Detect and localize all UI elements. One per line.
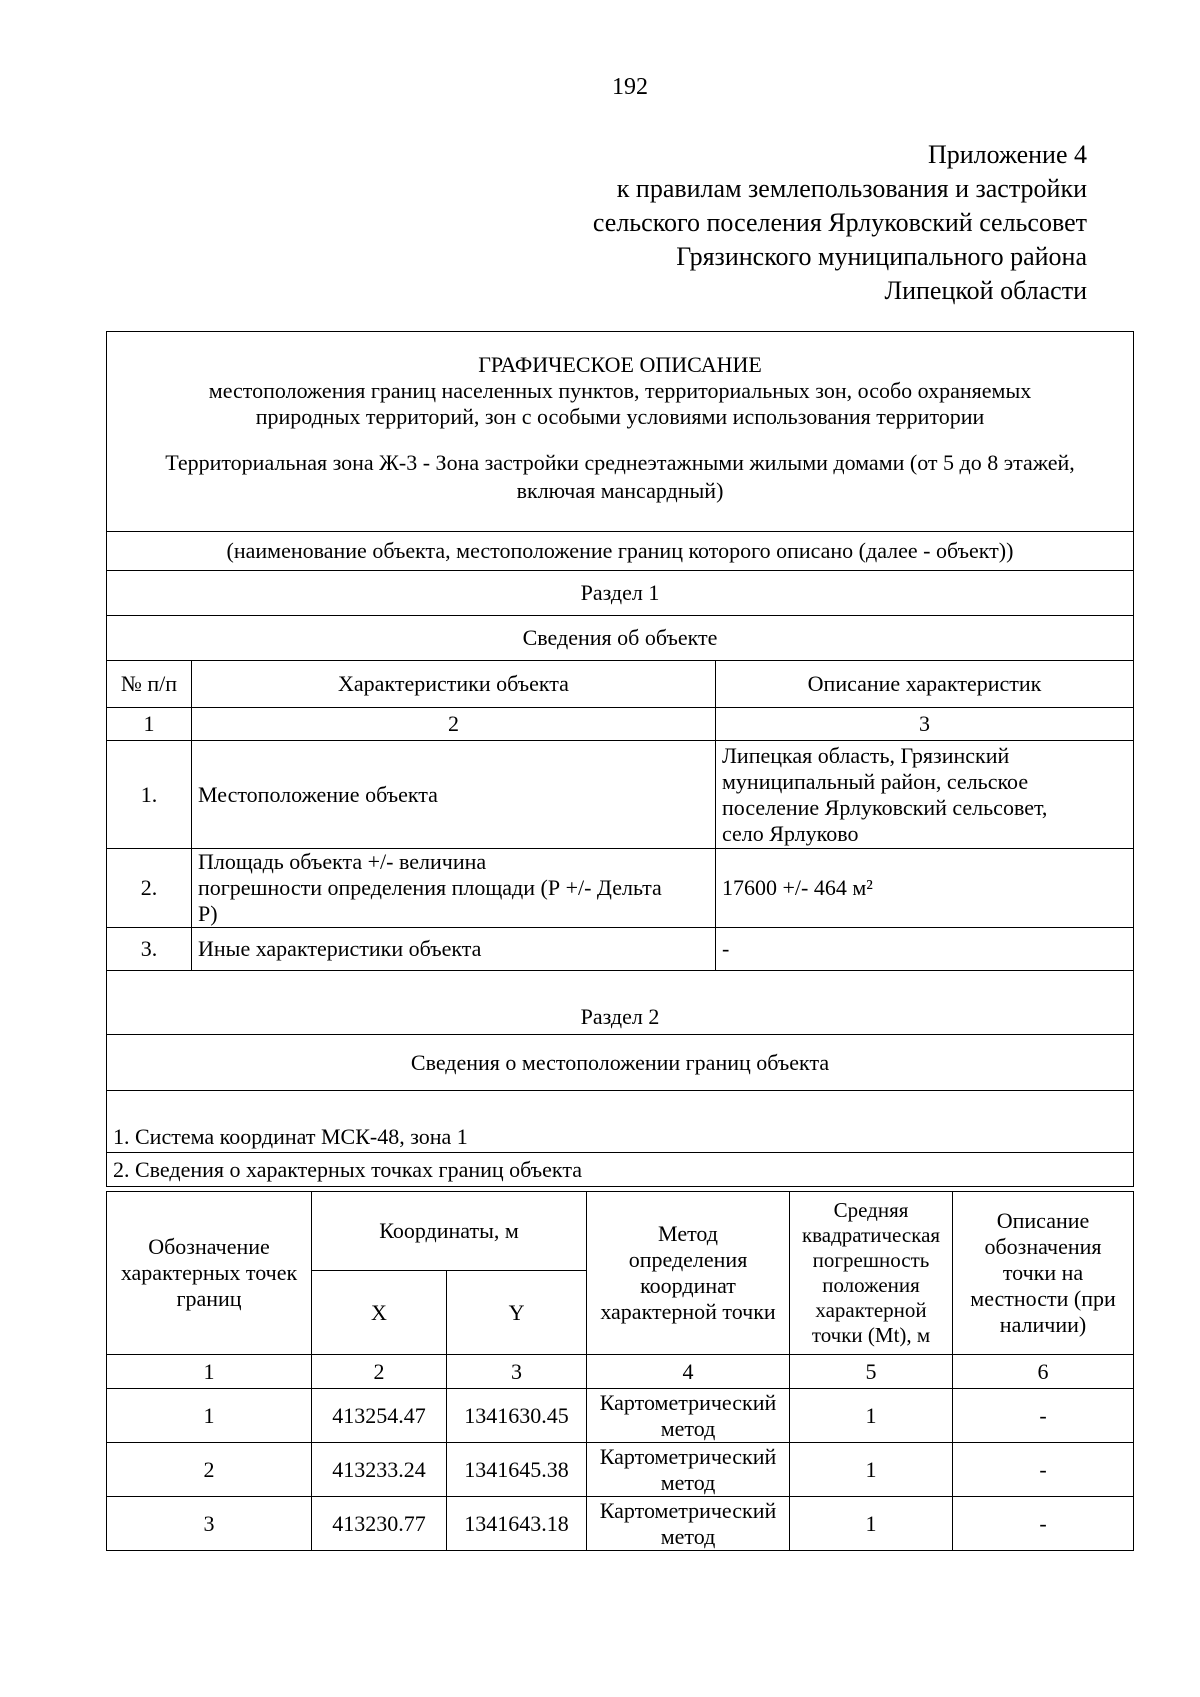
point-y: 1341630.45 [447, 1389, 587, 1443]
table-row [107, 1389, 1134, 1443]
header-method [587, 1192, 790, 1355]
header-line: характерной точки [600, 1299, 776, 1324]
column-number: 3 [447, 1355, 587, 1389]
zone-name-line: Территориальная зона Ж-3 - Зона застройки среднеэтажными жилыми домами (от 5 до 8 этажей, [165, 450, 1075, 475]
characteristic-value [716, 741, 1134, 849]
point-description: - [953, 1443, 1134, 1497]
column-number: 4 [587, 1355, 790, 1389]
column-number: 6 [953, 1355, 1134, 1389]
table-row [107, 1497, 1134, 1551]
column-number: 2 [312, 1355, 447, 1389]
points-title: 2. Сведения о характерных точках границ объекта [107, 1153, 1134, 1187]
header-error [790, 1192, 953, 1355]
characteristic-name: Иные характеристики объекта [192, 928, 716, 971]
boundary-points-table [106, 1191, 1134, 1551]
point-mt: 1 [790, 1389, 953, 1443]
characteristic-value: 17600 +/- 464 м² [716, 849, 1134, 928]
header-designation [107, 1192, 312, 1355]
zone-name-line: включая мансардный) [516, 478, 724, 503]
point-x: 413254.47 [312, 1389, 447, 1443]
value-line: муниципальный район, сельское [722, 768, 1029, 794]
header-line: Метод [658, 1221, 718, 1246]
header-x: X [312, 1271, 447, 1355]
object-note: (наименование объекта, местоположение границ которого описано (далее - объект)) [107, 532, 1134, 571]
appendix-line: Липецкой области [884, 276, 1087, 305]
row-number: 1. [107, 741, 192, 849]
header-line: характерных точек [120, 1260, 298, 1285]
point-y: 1341643.18 [447, 1497, 587, 1551]
point-x: 413233.24 [312, 1443, 447, 1497]
header-coordinates: Координаты, м [312, 1192, 587, 1271]
point-description: - [953, 1497, 1134, 1551]
table-row [107, 1443, 1134, 1497]
table-row [107, 849, 1134, 928]
header-line: границ [176, 1286, 242, 1311]
point-method [587, 1497, 790, 1551]
column-number: 2 [192, 708, 716, 741]
point-id: 2 [107, 1443, 312, 1497]
header-line: Средняя [833, 1198, 909, 1222]
appendix-line: сельского поселения Ярлуковский сельсовет [592, 208, 1087, 237]
header-line: определения [628, 1247, 748, 1272]
header-line: местности (при [970, 1286, 1116, 1311]
header-line: наличии) [999, 1312, 1087, 1337]
header-line: погрешность [812, 1248, 930, 1272]
name-line: Площадь объекта +/- величина [198, 849, 487, 874]
point-y: 1341645.38 [447, 1443, 587, 1497]
row-number: 3. [107, 928, 192, 971]
header-line: координат [640, 1273, 736, 1298]
section2-title: Раздел 2 [107, 971, 1134, 1035]
value-line: поселение Ярлуковский сельсовет, [722, 794, 1048, 820]
column-number: 1 [107, 708, 192, 741]
characteristic-name [192, 849, 716, 928]
object-info-table [106, 331, 1134, 1187]
header-line: характерной [815, 1298, 927, 1322]
section1-subtitle: Сведения об объекте [107, 616, 1134, 661]
graphic-description-header [107, 332, 1134, 532]
point-method [587, 1443, 790, 1497]
header-line: точки на [1002, 1260, 1084, 1285]
point-id: 3 [107, 1497, 312, 1551]
document-subtitle-line: местоположения границ населенных пунктов, территориальных зон, особо охраняемых [208, 378, 1032, 403]
column-header-number: № п/п [107, 661, 192, 708]
section1-title: Раздел 1 [107, 571, 1134, 616]
header-description [953, 1192, 1134, 1355]
method-line: метод [660, 1469, 716, 1495]
point-x: 413230.77 [312, 1497, 447, 1551]
header-line: квадратическая [801, 1223, 941, 1247]
column-header-characteristic: Характеристики объекта [192, 661, 716, 708]
table-row [107, 928, 1134, 971]
section2-subtitle: Сведения о местоположении границ объекта [107, 1035, 1134, 1091]
column-header-description: Описание характеристик [716, 661, 1134, 708]
appendix-line: Приложение 4 [927, 140, 1087, 169]
header-y: Y [447, 1271, 587, 1355]
column-number: 1 [107, 1355, 312, 1389]
method-line: метод [660, 1523, 716, 1549]
appendix-line: к правилам землепользования и застройки [616, 174, 1087, 203]
characteristic-value: - [716, 928, 1134, 971]
method-line: Картометрический [599, 1389, 777, 1415]
value-line: Липецкая область, Грязинский [722, 742, 1010, 768]
coordinate-system: 1. Система координат МСК-48, зона 1 [107, 1091, 1134, 1153]
name-line: погрешности определения площади (Р +/- Дельта [198, 875, 662, 900]
point-method [587, 1389, 790, 1443]
appendix-heading [593, 138, 1087, 308]
column-number: 3 [716, 708, 1134, 741]
document-title: ГРАФИЧЕСКОЕ ОПИСАНИЕ [478, 352, 762, 377]
method-line: Картометрический [599, 1497, 777, 1523]
name-line: Р) [198, 901, 218, 926]
method-line: метод [660, 1415, 716, 1441]
point-description: - [953, 1389, 1134, 1443]
point-mt: 1 [790, 1497, 953, 1551]
column-number: 5 [790, 1355, 953, 1389]
characteristic-name: Местоположение объекта [192, 741, 716, 849]
method-line: Картометрический [599, 1443, 777, 1469]
value-line: село Ярлуково [722, 820, 859, 846]
document-subtitle-line: природных территорий, зон с особыми условиями использования территории [255, 404, 985, 429]
header-line: точки (Mt), м [811, 1323, 931, 1347]
header-line: Обозначение [148, 1234, 270, 1259]
page-number: 192 [612, 74, 648, 100]
point-id: 1 [107, 1389, 312, 1443]
point-mt: 1 [790, 1443, 953, 1497]
row-number: 2. [107, 849, 192, 928]
header-line: положения [822, 1273, 920, 1297]
header-line: Описание [996, 1208, 1090, 1233]
appendix-line: Грязинского муниципального района [676, 242, 1087, 271]
header-line: обозначения [984, 1234, 1102, 1259]
table-row [107, 741, 1134, 849]
